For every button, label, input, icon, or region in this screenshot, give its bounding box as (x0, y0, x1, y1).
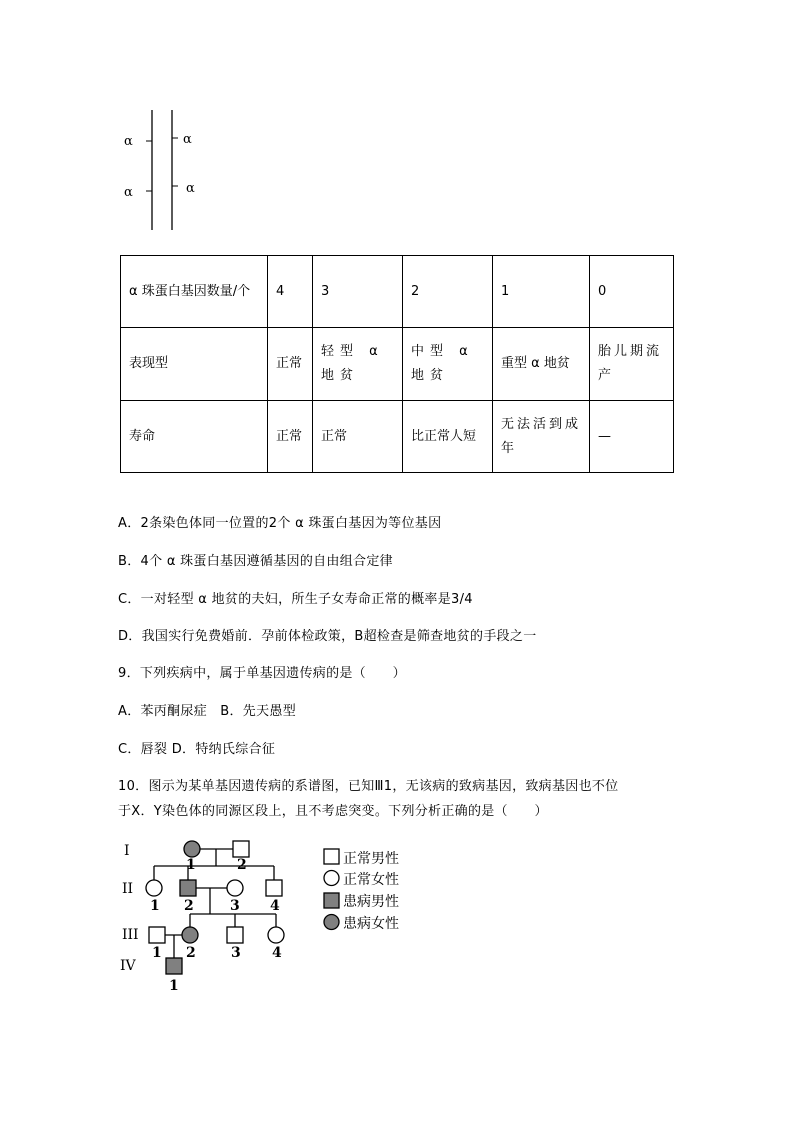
pedigree-normal-female (268, 927, 284, 943)
pedigree-number: 1 (186, 857, 196, 873)
q8-option-b: B．4个 α 珠蛋白基因遵循基因的自由组合定律 (118, 554, 393, 569)
table-cell: 2 (403, 256, 493, 328)
legend-label: 正常女性 (343, 872, 399, 888)
q8-option-a: A．2条染色体同一位置的2个 α 珠蛋白基因为等位基因 (118, 516, 442, 531)
table-cell: 1 (493, 256, 590, 328)
q10-stem-line2: 于X．Y染色体的同源区段上，且不考虑突变。下列分析正确的是（ ） (118, 804, 548, 819)
legend-label: 患病女性 (343, 916, 399, 932)
pedigree-normal-female (227, 880, 243, 896)
pedigree-normal-female (146, 880, 162, 896)
table-row (121, 256, 674, 328)
q8-option-d: D．我国实行免费婚前．孕前体检政策，B超检查是筛查地贫的手段之一 (118, 629, 537, 644)
q8-option-c: C．一对轻型 α 地贫的夫妇，所生子女寿命正常的概率是3/4 (118, 592, 473, 607)
legend-label: 患病男性 (343, 894, 399, 910)
pedigree-number: 1 (150, 898, 160, 914)
pedigree-affected-male (166, 958, 182, 974)
q9-options-cd: C．唇裂 D．特纳氏综合征 (118, 742, 276, 757)
pedigree-number: 4 (270, 898, 280, 914)
q10-stem-line1: 10．图示为某单基因遗传病的系谱图，已知Ⅲ1，无该病的致病基因，致病基因也不位 (118, 779, 619, 794)
table-cell: 0 (590, 256, 674, 328)
gene-label: α (186, 181, 195, 196)
generation-label: III (122, 927, 139, 943)
table-cell: α 珠蛋白基因数量/个 (121, 256, 268, 328)
generation-label: IV (120, 958, 136, 974)
pedigree-affected-male (180, 880, 196, 896)
table-cell: 正常 (268, 328, 313, 401)
table-cell: 胎儿期流产 (590, 328, 674, 401)
alpha-thalassemia-table (120, 255, 674, 473)
gene-label: α (124, 134, 133, 149)
table-cell: 表现型 (121, 328, 268, 401)
pedigree-affected-female (184, 841, 200, 857)
table-cell: 正常 (268, 401, 313, 473)
table-cell: 3 (313, 256, 403, 328)
pedigree-number: 1 (169, 978, 179, 994)
pedigree-number: 3 (230, 898, 240, 914)
q9-stem: 9．下列疾病中，属于单基因遗传病的是（ ） (118, 666, 406, 681)
pedigree-normal-male (266, 880, 282, 896)
q9-options-ab: A．苯丙酮尿症 B．先天愚型 (118, 704, 297, 719)
pedigree-number: 3 (231, 945, 241, 961)
pedigree-number: 4 (272, 945, 282, 961)
gene-label: α (183, 132, 192, 147)
pedigree-chart (110, 830, 430, 1000)
legend-normal-female-icon (324, 871, 339, 886)
gene-label: α (124, 185, 133, 200)
chromosome-figure (118, 105, 208, 235)
table-cell: 中型 α 地贫 (403, 328, 493, 401)
table-cell: 无法活到成年 (493, 401, 590, 473)
pedigree-affected-female (182, 927, 198, 943)
legend-normal-male-icon (324, 849, 339, 864)
pedigree-normal-male (149, 927, 165, 943)
pedigree-normal-male (227, 927, 243, 943)
table-cell: 4 (268, 256, 313, 328)
legend-label: 正常男性 (343, 851, 399, 867)
pedigree-number: 2 (184, 898, 194, 914)
pedigree-number: 1 (152, 945, 162, 961)
pedigree-number: 2 (186, 945, 196, 961)
table-cell: 轻型 α 地贫 (313, 328, 403, 401)
legend-affected-male-icon (324, 893, 339, 908)
table-cell: 寿命 (121, 401, 268, 473)
pedigree-number: 2 (237, 857, 247, 873)
table-cell: 比正常人短 (403, 401, 493, 473)
table-row (121, 328, 674, 401)
table-cell: 重型 α 地贫 (493, 328, 590, 401)
pedigree-normal-male (233, 841, 249, 857)
generation-label: I (124, 843, 130, 859)
table-row (121, 401, 674, 473)
generation-label: II (122, 881, 134, 897)
table-cell: 正常 (313, 401, 403, 473)
table-cell: — (590, 401, 674, 473)
legend-affected-female-icon (324, 915, 339, 930)
